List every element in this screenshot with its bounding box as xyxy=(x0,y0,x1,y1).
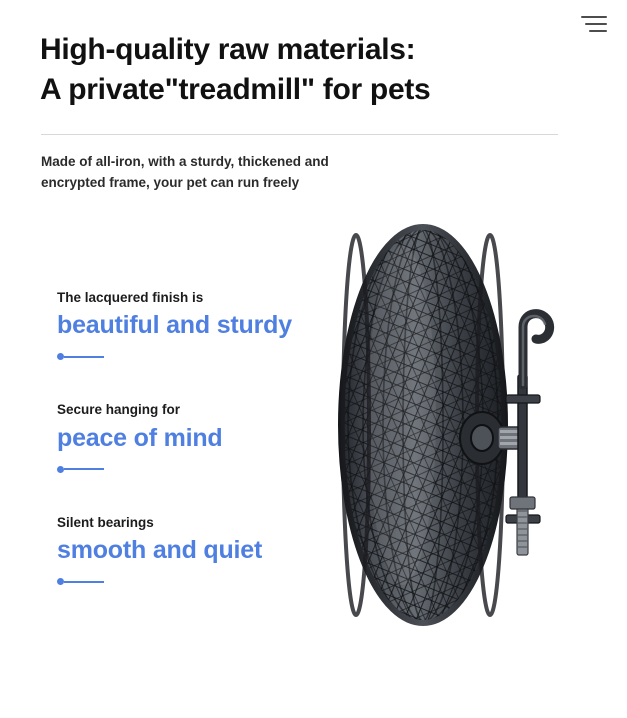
bullet-dot-icon xyxy=(57,578,64,585)
feature-title: smooth and quiet xyxy=(57,536,263,565)
feature-rule xyxy=(57,353,347,360)
feature-item xyxy=(57,402,347,472)
title-divider xyxy=(41,134,558,135)
menu-bar-2 xyxy=(585,23,607,25)
product-image xyxy=(330,215,620,685)
menu-bar-3 xyxy=(589,30,607,32)
rule-bar xyxy=(64,356,104,358)
feature-rule xyxy=(57,466,347,473)
page-title-line-2: A private"treadmill" for pets xyxy=(40,72,431,106)
feature-title: beautiful and sturdy xyxy=(57,311,292,340)
feature-title: peace of mind xyxy=(57,423,223,452)
bullet-dot-icon xyxy=(57,353,64,360)
bullet-dot-icon xyxy=(57,466,64,473)
page-subtitle-line-2: encrypted frame, your pet can run freely xyxy=(41,174,300,190)
wheel-hub-bearing xyxy=(460,412,522,464)
feature-subtitle: The lacquered finish is xyxy=(57,290,204,305)
menu-bar-1 xyxy=(581,16,607,18)
feature-subtitle: Secure hanging for xyxy=(57,402,181,418)
page-subtitle xyxy=(41,152,441,194)
feature-list xyxy=(57,290,347,627)
feature-subtitle: Silent bearings xyxy=(57,514,154,530)
feature-rule xyxy=(57,578,347,585)
page-title xyxy=(40,30,570,110)
feature-item xyxy=(57,290,347,360)
rule-bar xyxy=(64,468,104,470)
page-subtitle-line-1: Made of all-iron, with a sturdy, thickened and xyxy=(41,154,329,169)
threaded-screw xyxy=(510,497,535,555)
hamburger-menu-icon[interactable] xyxy=(579,10,609,36)
hanging-hook xyxy=(523,314,550,385)
rule-bar xyxy=(64,581,104,583)
feature-item xyxy=(57,515,347,585)
page-title-line-1: High-quality raw materials: xyxy=(40,33,416,66)
